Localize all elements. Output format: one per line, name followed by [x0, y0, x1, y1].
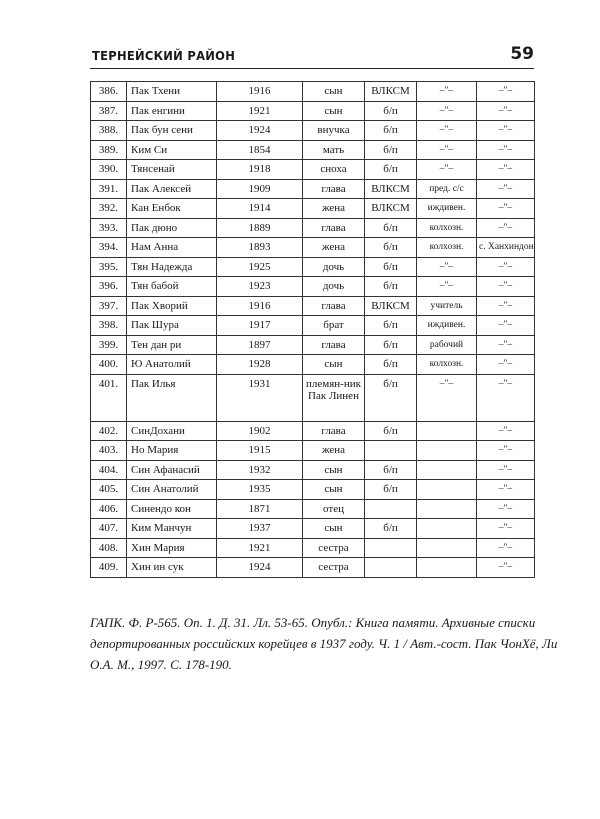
cell-name: Син Афанасий — [127, 460, 217, 480]
cell-num: 399. — [91, 335, 127, 355]
cell-party — [365, 538, 417, 558]
cell-num: 400. — [91, 355, 127, 375]
cell-year: 1921 — [217, 101, 303, 121]
cell-num: 408. — [91, 538, 127, 558]
cell-party: б/п — [365, 140, 417, 160]
cell-year: 1935 — [217, 480, 303, 500]
cell-relation: жена — [303, 199, 365, 219]
cell-name: Ким Манчун — [127, 519, 217, 539]
cell-place: –"– — [477, 335, 535, 355]
table-row — [91, 101, 535, 121]
table-row — [91, 499, 535, 519]
cell-party: б/п — [365, 335, 417, 355]
table-row — [91, 374, 535, 421]
cell-party: б/п — [365, 257, 417, 277]
cell-party: б/п — [365, 421, 417, 441]
cell-party: б/п — [365, 160, 417, 180]
cell-occupation: –"– — [417, 121, 477, 141]
cell-place: –"– — [477, 257, 535, 277]
cell-occupation — [417, 441, 477, 461]
table-row — [91, 218, 535, 238]
table-row — [91, 316, 535, 336]
cell-year: 1909 — [217, 179, 303, 199]
cell-party: б/п — [365, 277, 417, 297]
cell-num: 392. — [91, 199, 127, 219]
table-row — [91, 460, 535, 480]
cell-num: 386. — [91, 82, 127, 102]
cell-relation: глава — [303, 179, 365, 199]
cell-place: –"– — [477, 499, 535, 519]
cell-num: 403. — [91, 441, 127, 461]
cell-year: 1916 — [217, 296, 303, 316]
cell-party — [365, 441, 417, 461]
cell-num: 402. — [91, 421, 127, 441]
cell-occupation: –"– — [417, 101, 477, 121]
cell-occupation — [417, 558, 477, 578]
cell-num: 388. — [91, 121, 127, 141]
cell-occupation: рабочий — [417, 335, 477, 355]
cell-year: 1889 — [217, 218, 303, 238]
cell-occupation: –"– — [417, 277, 477, 297]
cell-name: Пак бун сени — [127, 121, 217, 141]
section-title: ТЕРНЕЙСКИЙ РАЙОН — [92, 48, 236, 63]
cell-party: б/п — [365, 101, 417, 121]
cell-relation: брат — [303, 316, 365, 336]
cell-num: 401. — [91, 374, 127, 421]
cell-num: 404. — [91, 460, 127, 480]
cell-place: –"– — [477, 558, 535, 578]
cell-relation: жена — [303, 238, 365, 258]
table-row — [91, 257, 535, 277]
cell-year: 1915 — [217, 441, 303, 461]
cell-name: Но Мария — [127, 441, 217, 461]
cell-year: 1893 — [217, 238, 303, 258]
cell-year: 1928 — [217, 355, 303, 375]
cell-name: Ким Си — [127, 140, 217, 160]
table-row — [91, 199, 535, 219]
cell-party: б/п — [365, 480, 417, 500]
cell-year: 1902 — [217, 421, 303, 441]
cell-relation: сестра — [303, 538, 365, 558]
cell-num: 390. — [91, 160, 127, 180]
table-row — [91, 558, 535, 578]
cell-year: 1918 — [217, 160, 303, 180]
cell-relation: сын — [303, 101, 365, 121]
cell-occupation: пред. с/с — [417, 179, 477, 199]
cell-party: б/п — [365, 121, 417, 141]
table-body — [91, 82, 535, 578]
cell-place: –"– — [477, 316, 535, 336]
cell-occupation — [417, 538, 477, 558]
cell-relation: глава — [303, 218, 365, 238]
cell-relation: глава — [303, 421, 365, 441]
cell-name: Тян Надежда — [127, 257, 217, 277]
cell-occupation: учитель — [417, 296, 477, 316]
cell-year: 1897 — [217, 335, 303, 355]
cell-year: 1923 — [217, 277, 303, 297]
cell-place: –"– — [477, 101, 535, 121]
cell-party — [365, 499, 417, 519]
cell-name: Хин Мария — [127, 538, 217, 558]
table-row — [91, 335, 535, 355]
cell-party: ВЛКСМ — [365, 179, 417, 199]
table-row — [91, 296, 535, 316]
cell-num: 389. — [91, 140, 127, 160]
cell-num: 396. — [91, 277, 127, 297]
cell-occupation — [417, 480, 477, 500]
table-row — [91, 480, 535, 500]
cell-place: –"– — [477, 441, 535, 461]
table-row — [91, 441, 535, 461]
cell-name: Ю Анатолий — [127, 355, 217, 375]
cell-place: –"– — [477, 179, 535, 199]
cell-occupation: иждивен. — [417, 316, 477, 336]
table-row — [91, 277, 535, 297]
cell-occupation: –"– — [417, 82, 477, 102]
table-row — [91, 355, 535, 375]
cell-year: 1914 — [217, 199, 303, 219]
cell-party: б/п — [365, 374, 417, 421]
cell-name: Пак енгини — [127, 101, 217, 121]
cell-year: 1937 — [217, 519, 303, 539]
deportee-table — [90, 81, 535, 578]
cell-party: ВЛКСМ — [365, 199, 417, 219]
cell-place: –"– — [477, 277, 535, 297]
cell-name: Хин ин сук — [127, 558, 217, 578]
cell-place: –"– — [477, 519, 535, 539]
cell-year: 1871 — [217, 499, 303, 519]
cell-place: –"– — [477, 538, 535, 558]
cell-place: –"– — [477, 296, 535, 316]
cell-num: 395. — [91, 257, 127, 277]
cell-party: б/п — [365, 316, 417, 336]
cell-relation: племян-ник Пак Линен — [303, 374, 365, 421]
table-row — [91, 179, 535, 199]
cell-year: 1917 — [217, 316, 303, 336]
cell-relation: сын — [303, 519, 365, 539]
cell-occupation: колхозн. — [417, 218, 477, 238]
cell-party: б/п — [365, 355, 417, 375]
cell-place: –"– — [477, 140, 535, 160]
cell-party: б/п — [365, 519, 417, 539]
cell-place: –"– — [477, 460, 535, 480]
cell-occupation: –"– — [417, 140, 477, 160]
cell-relation: жена — [303, 441, 365, 461]
cell-occupation: колхозн. — [417, 355, 477, 375]
cell-num: 407. — [91, 519, 127, 539]
cell-year: 1931 — [217, 374, 303, 421]
cell-occupation — [417, 499, 477, 519]
cell-name: Пак Хворий — [127, 296, 217, 316]
cell-relation: глава — [303, 296, 365, 316]
table-row — [91, 121, 535, 141]
cell-num: 394. — [91, 238, 127, 258]
cell-place: –"– — [477, 355, 535, 375]
running-header — [90, 44, 534, 69]
table-row — [91, 160, 535, 180]
cell-name: Пак дюно — [127, 218, 217, 238]
cell-relation: сын — [303, 460, 365, 480]
cell-party: ВЛКСМ — [365, 296, 417, 316]
cell-name: Тян бабой — [127, 277, 217, 297]
cell-occupation: –"– — [417, 160, 477, 180]
cell-year: 1925 — [217, 257, 303, 277]
cell-relation: сын — [303, 82, 365, 102]
cell-num: 391. — [91, 179, 127, 199]
table-row — [91, 82, 535, 102]
cell-party: ВЛКСМ — [365, 82, 417, 102]
cell-place: с. Ханхиндон — [477, 238, 535, 258]
cell-relation: глава — [303, 335, 365, 355]
cell-num: 406. — [91, 499, 127, 519]
cell-num: 405. — [91, 480, 127, 500]
cell-year: 1921 — [217, 538, 303, 558]
cell-num: 409. — [91, 558, 127, 578]
cell-occupation: –"– — [417, 374, 477, 421]
cell-party: б/п — [365, 238, 417, 258]
cell-num: 397. — [91, 296, 127, 316]
cell-name: СинДохани — [127, 421, 217, 441]
cell-occupation: –"– — [417, 257, 477, 277]
cell-year: 1854 — [217, 140, 303, 160]
cell-year: 1932 — [217, 460, 303, 480]
cell-num: 398. — [91, 316, 127, 336]
cell-relation: сестра — [303, 558, 365, 578]
cell-name: Синендо кон — [127, 499, 217, 519]
cell-relation: сын — [303, 480, 365, 500]
cell-party — [365, 558, 417, 578]
cell-occupation — [417, 519, 477, 539]
cell-relation: сноха — [303, 160, 365, 180]
cell-party: б/п — [365, 460, 417, 480]
cell-place: –"– — [477, 121, 535, 141]
cell-name: Син Анатолий — [127, 480, 217, 500]
source-citation: ГАПК. Ф. Р-565. Оп. 1. Д. 31. Лл. 53-65. Опубл.: Книга памяти. Архивные списки депортированных российских корейцев в 1937 году. Ч. 1 / Авт.-сост. Пак ЧонХё, Ли О.А. М., 1997. С. 178-190. — [90, 615, 558, 672]
cell-name: Пак Тхени — [127, 82, 217, 102]
cell-name: Тен дан ри — [127, 335, 217, 355]
cell-place: –"– — [477, 421, 535, 441]
cell-relation: дочь — [303, 277, 365, 297]
table-row — [91, 140, 535, 160]
cell-party: б/п — [365, 218, 417, 238]
cell-relation: сын — [303, 355, 365, 375]
cell-occupation — [417, 421, 477, 441]
cell-num: 393. — [91, 218, 127, 238]
table-row — [91, 238, 535, 258]
cell-relation: отец — [303, 499, 365, 519]
cell-name: Пак Шура — [127, 316, 217, 336]
cell-year: 1924 — [217, 558, 303, 578]
cell-name: Тянсенай — [127, 160, 217, 180]
cell-occupation — [417, 460, 477, 480]
cell-place: –"– — [477, 374, 535, 421]
cell-name: Пак Илья — [127, 374, 217, 421]
cell-relation: мать — [303, 140, 365, 160]
cell-relation: внучка — [303, 121, 365, 141]
cell-place: –"– — [477, 199, 535, 219]
cell-year: 1924 — [217, 121, 303, 141]
cell-num: 387. — [91, 101, 127, 121]
cell-year: 1916 — [217, 82, 303, 102]
cell-name: Кан Енбок — [127, 199, 217, 219]
table-row — [91, 538, 535, 558]
cell-place: –"– — [477, 480, 535, 500]
cell-place: –"– — [477, 218, 535, 238]
cell-place: –"– — [477, 82, 535, 102]
table-row — [91, 421, 535, 441]
page-number: 59 — [510, 44, 534, 64]
cell-occupation: иждивен. — [417, 199, 477, 219]
cell-relation: дочь — [303, 257, 365, 277]
table-row — [91, 519, 535, 539]
cell-occupation: колхозн. — [417, 238, 477, 258]
cell-name: Нам Анна — [127, 238, 217, 258]
cell-name: Пак Алексей — [127, 179, 217, 199]
cell-place: –"– — [477, 160, 535, 180]
